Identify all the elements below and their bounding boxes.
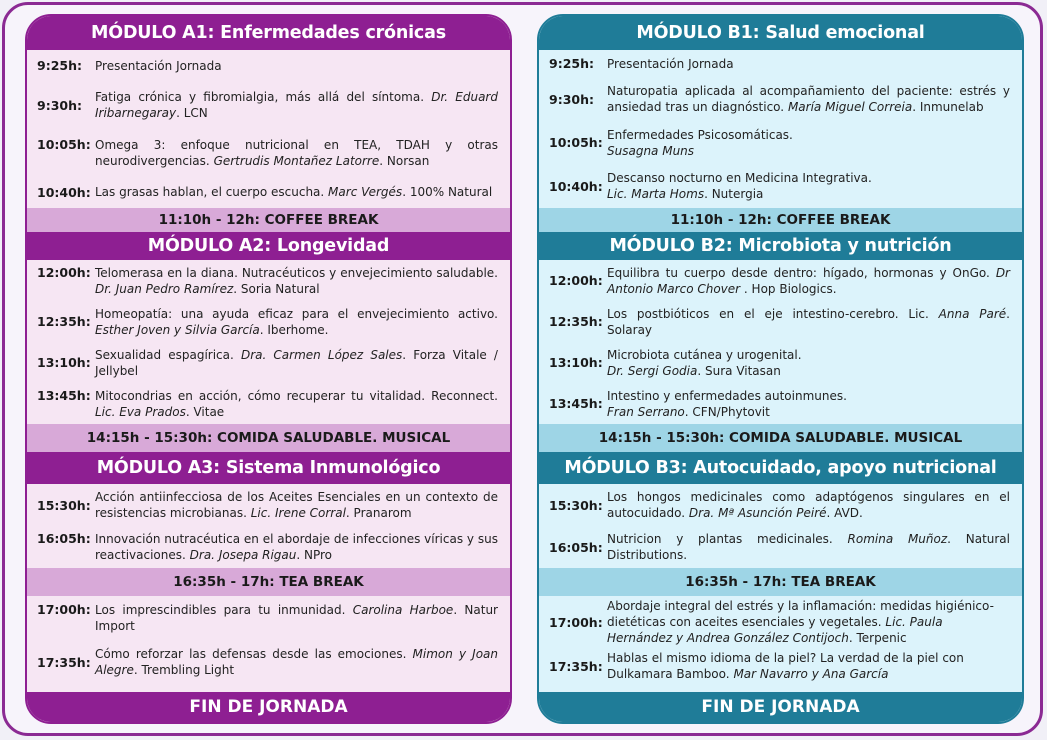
session-title: Microbiota cutánea y urogenital. — [607, 347, 802, 362]
session-speaker: Dra. Mª Asunción Peiré — [688, 506, 827, 520]
session-time: 13:10h: — [37, 355, 91, 370]
session-title: Equilibra tu cuerpo desde dentro: hígado, hormonas y OnGo. — [607, 265, 990, 280]
session-title: Innovación nutracéutica en el abordaje de infecciones víricas y sus reactivaciones. — [95, 532, 498, 562]
session-speaker: Marc Vergés — [328, 185, 403, 200]
session-time: 10:05h: — [549, 135, 603, 151]
session-speaker: Lic. Eva Prados — [95, 404, 186, 419]
session — [549, 170, 1010, 202]
session — [37, 489, 498, 521]
session-time: 9:30h: — [549, 91, 594, 107]
session-title: Naturopatia aplicada al acompañamiento del paciente: estrés y ansiedad tras un diagnóstico. — [607, 84, 1010, 115]
session-time: 13:45h: — [549, 396, 603, 411]
lunch-break-banner: 14:15h - 15:30h: COMIDA SALUDABLE. MUSICAL — [539, 424, 1022, 452]
session-speaker: Dra. Carmen López Sales — [240, 347, 403, 362]
module-b3-sessions — [539, 484, 1022, 568]
session-speaker: María Miguel Correia — [787, 100, 913, 115]
session-org: . Norsan — [379, 153, 430, 168]
session-title: Fatiga crónica y fibromialgia, más allá del síntoma. — [95, 90, 425, 105]
session-org: . Hop Biologics. — [740, 281, 837, 296]
session — [549, 56, 1010, 72]
session-time: 10:40h: — [549, 178, 603, 194]
tea-break-banner: 16:35h - 17h: TEA BREAK — [27, 568, 510, 596]
module-a3-title: MÓDULO A3: Sistema Inmunológico — [27, 452, 510, 484]
module-a3-late-sessions — [27, 596, 510, 684]
session — [37, 137, 498, 169]
session-org: . Solaray — [607, 306, 1010, 337]
session-org: . CFN/Phytovit — [684, 404, 770, 419]
session-title: Enfermedades Psicosomáticas. — [607, 127, 793, 142]
session-speaker: Dr. Sergi Godia — [607, 363, 698, 378]
session-org: . Soria Natural — [233, 281, 320, 296]
session-time: 12:35h: — [37, 314, 91, 329]
module-a2-title: MÓDULO A2: Longevidad — [27, 232, 510, 260]
session-org: . Trembling Light — [133, 663, 235, 677]
session-speaker: Dra. Josepa Rigau — [189, 548, 297, 562]
session — [549, 489, 1010, 521]
module-b3-late-sessions — [539, 596, 1022, 684]
module-a3-sessions — [27, 484, 510, 568]
module-b2-sessions — [539, 260, 1022, 424]
session-title: Telomerasa en la diana. Nutracéuticos y envejecimiento saludable. — [95, 265, 498, 280]
session — [549, 127, 1010, 159]
session-speaker: Dr. Juan Pedro Ramírez — [95, 281, 234, 296]
lunch-break-banner: 14:15h - 15:30h: COMIDA SALUDABLE. MUSICAL — [27, 424, 510, 452]
column-a — [25, 14, 512, 724]
module-a2-sessions — [27, 260, 510, 424]
session-org: . LCN — [176, 106, 208, 121]
session-time: 12:35h: — [549, 314, 603, 329]
session — [549, 598, 1010, 646]
module-b2-title: MÓDULO B2: Microbiota y nutrición — [539, 232, 1022, 260]
session-title: Las grasas hablan, el cuerpo escucha. — [95, 185, 325, 200]
session-time: 16:05h: — [549, 539, 603, 555]
session-time: 13:10h: — [549, 355, 603, 370]
session — [37, 58, 498, 74]
session — [549, 388, 1010, 420]
module-b1-sessions — [539, 50, 1022, 208]
session-speaker: Dr Antonio Marco Chover — [607, 265, 1010, 296]
session-speaker: Gertrudis Montañez Latorre — [213, 153, 380, 168]
session-title: Los hongos medicinales como adaptógenos singulares en el autocuidado. — [607, 490, 1010, 520]
session-speaker: Mar Navarro y Ana García — [733, 667, 889, 681]
session-time: 17:00h: — [37, 602, 91, 617]
session-time: 17:35h: — [549, 658, 603, 674]
session-speaker: Fran Serrano — [607, 404, 685, 419]
session-org: . 100% Natural — [402, 185, 493, 200]
session-org: . Natur Import — [95, 603, 498, 633]
module-a1-title: MÓDULO A1: Enfermedades crónicas — [27, 16, 510, 50]
session-speaker: Romina Muñoz — [847, 532, 948, 546]
session — [37, 602, 498, 634]
session-time: 16:05h: — [37, 531, 91, 546]
session-time: 12:00h: — [549, 273, 603, 288]
end-of-day-banner: FIN DE JORNADA — [27, 692, 510, 722]
session-org: . Sura Vitasan — [697, 363, 781, 378]
end-of-day-banner: FIN DE JORNADA — [539, 692, 1022, 722]
session — [37, 89, 498, 121]
session — [37, 646, 498, 678]
session-speaker: Dr. Eduard Iribarnegaray — [95, 90, 498, 121]
session-speaker: Susagna Muns — [607, 143, 695, 158]
session-org: . Natural Distributions. — [607, 532, 1010, 562]
session-title: Los imprescindibles para tu inmunidad. — [95, 603, 346, 617]
session-org: . Vitae — [185, 404, 225, 419]
session-speaker: Mimon y Joan Alegre — [95, 647, 498, 677]
session-title: Sexualidad espagírica. — [95, 347, 234, 362]
session-title: Mitocondrias en acción, cómo recuperar tu vitalidad. Reconnect. — [95, 388, 498, 403]
session-title: Presentación Jornada — [95, 58, 222, 73]
session-title: Homeopatía: una ayuda eficaz para el envejecimiento activo. — [95, 306, 498, 321]
session — [549, 531, 1010, 563]
session-title: Presentación Jornada — [607, 56, 734, 71]
session-title: Descanso nocturno en Medicina Integrativa. — [607, 171, 872, 186]
session-title: Los postbióticos en el eje intestino-cerebro. Lic. — [607, 306, 929, 321]
coffee-break-banner: 11:10h - 12h: COFFEE BREAK — [539, 208, 1022, 232]
session-speaker: Lic. Irene Corral — [250, 506, 346, 520]
session — [549, 265, 1010, 297]
session-title: Acción antiinfecciosa de los Aceites Esenciales en un contexto de resistencias microbianas. — [95, 490, 498, 520]
session-time: 13:45h: — [37, 387, 91, 403]
session-title: Omega 3: enfoque nutricional en TEA, TDAH y otras neurodivergencias. — [95, 137, 498, 168]
session-title: Abordaje integral del estrés y la inflamación: medidas higiénico-dietéticas con aceites esenciales y vegetales. — [607, 599, 994, 629]
session-time: 10:40h: — [37, 184, 91, 200]
coffee-break-banner: 11:10h - 12h: COFFEE BREAK — [27, 208, 510, 232]
session-org: . Terpenic — [848, 631, 907, 645]
session-time: 10:05h: — [37, 136, 91, 152]
session-time: 17:35h: — [37, 654, 91, 670]
session-speaker: Carolina Harboe — [352, 603, 454, 617]
session — [37, 265, 498, 297]
session-speaker: Lic. Paula Hernández y Andrea González Contijoch — [607, 615, 943, 645]
session-speaker: Esther Joven y Silvia García — [95, 322, 260, 337]
session-org: . Inmunelab — [912, 100, 984, 115]
column-b — [537, 14, 1024, 724]
session-title: Intestino y enfermedades autoinmunes. — [607, 388, 847, 403]
session-speaker: Lic. Marta Homs — [607, 187, 705, 202]
session — [37, 306, 498, 338]
module-a1-sessions — [27, 50, 510, 208]
session — [37, 347, 498, 379]
session — [549, 347, 1010, 379]
session-time: 15:30h: — [37, 497, 91, 513]
session-time: 9:25h: — [549, 55, 594, 71]
session-title: Hablas el mismo idioma de la piel? La verdad de la piel con Dulkamara Bamboo. — [607, 651, 964, 681]
session-time: 15:30h: — [549, 497, 603, 513]
module-b1-title: MÓDULO B1: Salud emocional — [539, 16, 1022, 50]
session — [549, 650, 1010, 682]
session-org: . NPro — [296, 548, 333, 562]
session-org: . Iberhome. — [259, 322, 329, 337]
session-time: 17:00h: — [549, 614, 603, 630]
session — [37, 184, 498, 200]
session — [37, 388, 498, 420]
session-title: Nutricion y plantas medicinales. — [607, 532, 833, 546]
session-org: . Pranarom — [345, 506, 412, 520]
session — [549, 306, 1010, 338]
session-speaker: Anna Paré — [938, 306, 1007, 321]
session-time: 9:25h: — [37, 57, 82, 73]
session — [549, 83, 1010, 115]
session-time: 12:00h: — [37, 264, 91, 280]
session — [37, 531, 498, 563]
session-title: Cómo reforzar las defensas desde las emociones. — [95, 647, 407, 661]
session-org: . AVD. — [826, 506, 863, 520]
session-org: . Forza Vitale / Jellybel — [95, 347, 498, 378]
session-time: 9:30h: — [37, 97, 82, 113]
module-b3-title: MÓDULO B3: Autocuidado, apoyo nutricional — [539, 452, 1022, 484]
session-org: . Nutergia — [704, 187, 764, 202]
tea-break-banner: 16:35h - 17h: TEA BREAK — [539, 568, 1022, 596]
